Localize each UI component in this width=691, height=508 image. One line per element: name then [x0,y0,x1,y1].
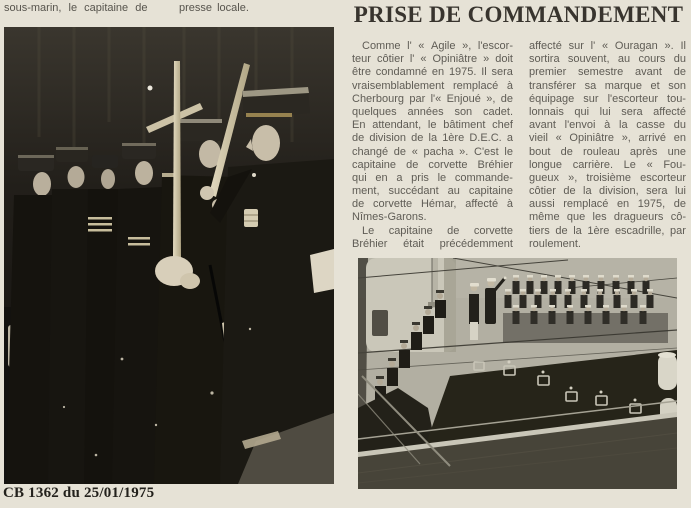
word: vraisemblablement [352,79,445,92]
article-text-line [352,172,513,185]
word: de [673,198,686,211]
word: capitaine [388,224,433,237]
word: le [504,145,513,158]
word: Il [680,40,686,52]
word: pris [411,171,429,184]
word: pacha [423,145,454,158]
top-caption-left: sous-marin, le capitaine de [4,2,148,14]
word: l' [407,40,412,52]
word: escadrille, [614,224,665,237]
word: carrière. [572,158,614,171]
article-text-line [529,53,686,66]
word: longue [529,158,563,171]
word: », [621,132,631,145]
word: Le [623,158,636,171]
top-caption-right: presse locale. [179,2,249,14]
word: affecté [653,105,686,118]
word: avant [529,119,556,132]
word: l'escorteur [607,92,658,105]
article-text-line [529,66,686,79]
word: Hémar, [420,198,457,211]
word: casse [636,119,666,132]
ceremony-photo-graphic [4,27,334,484]
word: de [555,224,568,237]
word: de [411,132,424,145]
word: sera [491,66,513,79]
word: après [629,145,658,158]
word: Agile [431,40,456,52]
word: attendant, [372,119,422,132]
word: en [616,198,630,211]
word: côtier [529,185,556,198]
word: Ouragan [614,40,658,52]
word: qui [352,171,367,184]
article-text-line [529,172,686,185]
word: Opiniâtre [569,132,615,145]
word: que [566,211,586,224]
word: à [506,198,513,211]
word: bâtiment [443,119,486,132]
word: de [500,92,513,105]
word: ». [664,40,674,52]
article-text-line [529,119,686,132]
word: équipage [529,92,575,105]
word: dragueurs [613,211,664,224]
article-text-line [352,146,513,159]
article-text-line [529,198,686,211]
word: le [427,119,437,132]
word: la [583,185,592,198]
word: escorteur [640,171,686,184]
article-text-line [529,225,686,238]
word: 1ère [442,132,465,145]
article-text-line [352,238,513,251]
word: tiers [529,224,550,237]
article-text-line [529,106,686,119]
word: « [411,145,418,158]
word: même [529,211,560,224]
word: la [573,224,582,237]
word: « [555,132,562,145]
word: cadet. [483,105,513,118]
word: », [462,40,472,52]
word: Bréhier [352,237,388,250]
article-text-line [352,159,513,172]
word: division [369,132,407,145]
word: du [673,53,686,66]
word: le [437,171,447,184]
word: une [667,145,686,158]
word: sortira [529,53,560,66]
word: par [670,224,686,237]
word: C'est [474,145,499,158]
deck-photo [358,258,677,489]
word: teur [352,53,371,66]
word: condamné [375,66,428,79]
word: transférer [529,79,577,92]
word: années [407,105,444,118]
article-column-1 [352,40,513,251]
word: bout [529,145,551,158]
word: », [568,171,578,184]
word: de [673,66,686,79]
word: D.E.C. [469,132,502,145]
word: corvette [428,158,468,171]
article-text-line [352,80,513,93]
word: qui [574,105,590,118]
word: au [447,185,460,198]
article-text-line [352,53,513,66]
word: lonnais [529,105,564,118]
article-text-line [352,198,513,211]
deck-photo-graphic [358,258,677,489]
article-text-line [352,93,513,106]
article-text-line [529,80,686,93]
word: l'« [430,92,442,105]
word: avant [635,66,662,79]
word: Comme [362,40,401,52]
article-text-line [529,146,686,159]
word: remplacé [452,79,499,92]
ceremony-photo [4,27,334,484]
word: de [560,145,573,158]
word: arrivé [638,132,667,145]
footer-reference: CB 1362 du 25/01/1975 [3,485,155,501]
word: lui [674,185,686,198]
word: en [375,171,388,184]
word: commande- [454,171,513,184]
article-column-2 [529,40,686,251]
word: côtier [376,53,404,66]
word: marque [604,79,643,92]
word: changé [352,145,389,158]
word: cô- [670,211,686,224]
word: cours [638,53,666,66]
word: l' [409,53,415,66]
word: « [418,40,425,52]
word: « [420,53,427,66]
word: affecté [529,40,562,52]
word: était [403,237,424,250]
word: du [673,119,686,132]
word: la [619,119,628,132]
word: sur [583,92,599,105]
article-text-line [352,106,513,119]
word: troisième [586,171,632,184]
word: division, [598,185,639,198]
article-text-line: Nîmes-Garons. [352,211,427,224]
word: corvette [373,198,413,211]
word: », [486,92,496,105]
word: En [352,119,366,132]
article-title: PRISE DE COMMANDEMENT [353,2,684,27]
word: être [352,66,371,79]
article-text-line: roulement. [529,237,581,250]
word: sera [646,185,668,198]
word: de [406,158,419,171]
word: l'escor- [477,40,513,52]
word: 1ère [587,224,610,237]
word: rouleau [583,145,620,158]
article-text-line [352,132,513,145]
word: tou- [667,92,686,105]
word: ». [459,145,469,158]
word: Il [481,66,487,79]
word: remplacé [563,198,609,211]
word: par [409,92,426,105]
light-dot [148,86,153,91]
article-text-line [352,119,513,132]
word: ment, [352,185,380,198]
article-text-line [529,132,686,145]
word: vieil [529,132,548,145]
word: de [352,132,365,145]
word: de [352,198,365,211]
word: Cherbourg [352,92,404,105]
article-text-line [352,225,513,238]
word: sa [584,79,597,92]
word: lui [599,105,611,118]
word: au [617,53,631,66]
word: capitaine [352,158,397,171]
article-text-line [529,40,686,53]
word: quelques [352,105,397,118]
word: sur [568,40,584,52]
article-text-line [352,40,513,53]
word: l' [590,40,596,52]
article-text-line [529,211,686,224]
word: aussi [529,198,555,211]
word: Fou- [663,158,686,171]
word: chef [492,119,513,132]
word: en [673,132,686,145]
word: son [668,79,686,92]
article-text-line [529,185,686,198]
article-text-line [352,66,513,79]
word: Opiniâtre [432,53,478,66]
word: a [506,132,513,145]
word: et [650,79,660,92]
word: premier [529,66,567,79]
word: sera [621,105,643,118]
word: de [447,224,460,237]
word: « [646,158,653,171]
word: 1975, [637,198,666,211]
word: la [428,132,438,145]
word: de [393,145,407,158]
word: en [431,66,445,79]
word: de [563,185,576,198]
word: succédant [388,185,439,198]
word: à [604,119,611,132]
word: « [602,40,609,52]
word: semestre [578,66,624,79]
word: les [592,211,607,224]
word: gueux [529,171,559,184]
word: Bréhier [477,158,513,171]
word: souvent, [567,53,610,66]
article-text-line [529,93,686,106]
word: corvette [473,224,513,237]
word: à [506,79,513,92]
word: Enjoué [446,92,481,105]
article-text-line [352,185,513,198]
word: son [454,105,473,118]
word: capitaine [468,185,513,198]
word: a [396,171,403,184]
word: précédemment [439,237,513,250]
word: affecté [465,198,499,211]
word: » [483,53,490,66]
word: 1975. [448,66,477,79]
word: doit [495,53,513,66]
word: Le [362,224,375,237]
article-text-line [529,159,686,172]
word: l'envoi [564,119,596,132]
